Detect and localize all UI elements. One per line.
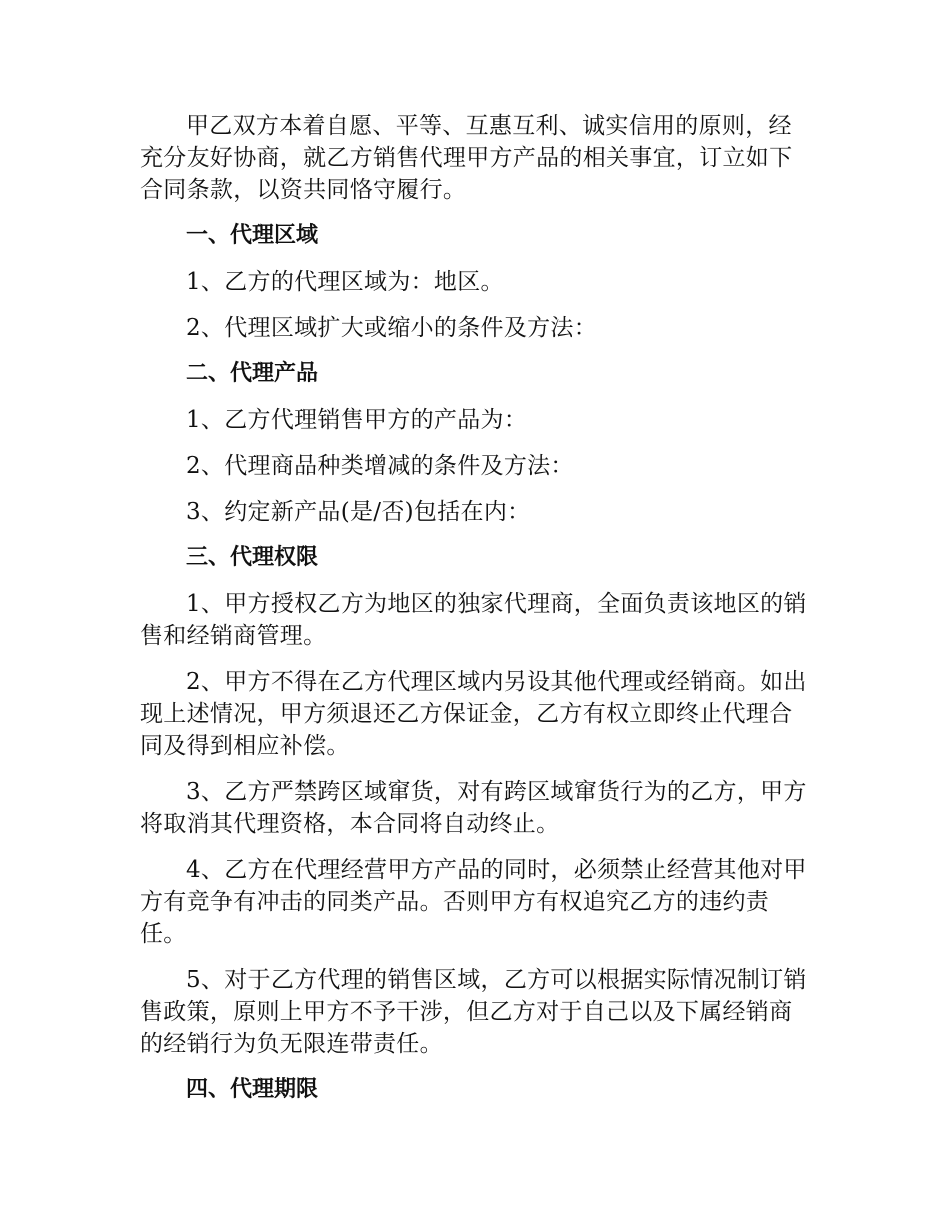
section-heading-products: 二、代理产品 (186, 361, 319, 386)
clause-paragraph: 1、乙方的代理区域为：地区。 (186, 269, 504, 295)
clause-paragraph: 5、对于乙方代理的销售区域，乙方可以根据实际情况制订销售政策，原则上甲方不予干涉，但乙方对于自己以及下属经销商的经销行为负无限连带责任。 (140, 967, 807, 1057)
document-page (140, 110, 815, 1120)
clause-paragraph: 2、代理区域扩大或缩小的条件及方法： (186, 315, 598, 341)
clause-paragraph: 1、乙方代理销售甲方的产品为： (186, 407, 528, 433)
section-heading-region: 一、代理区域 (186, 223, 319, 248)
clause-paragraph: 2、代理商品种类增减的条件及方法： (186, 453, 574, 479)
clause-paragraph: 1、甲方授权乙方为地区的独家代理商，全面负责该地区的销售和经销商管理。 (140, 591, 807, 649)
intro-paragraph: 甲乙双方本着自愿、平等、互惠互利、诚实信用的原则，经充分友好协商，就乙方销售代理甲方产品的相关事宜，订立如下合同条款，以资共同恪守履行。 (140, 113, 793, 203)
clause-paragraph: 2、甲方不得在乙方代理区域内另设其他代理或经销商。如出现上述情况，甲方须退还乙方保证金，乙方有权立即终止代理合同及得到相应补偿。 (140, 669, 807, 759)
section-heading-term: 四、代理期限 (186, 1077, 319, 1102)
clause-paragraph: 4、乙方在代理经营甲方产品的同时，必须禁止经营其他对甲方有竞争有冲击的同类产品。否则甲方有权追究乙方的违约责任。 (140, 857, 807, 947)
section-heading-authority: 三、代理权限 (186, 545, 319, 570)
clause-paragraph: 3、约定新产品(是/否)包括在内： (186, 499, 531, 525)
clause-paragraph: 3、乙方严禁跨区域窜货，对有跨区域窜货行为的乙方，甲方将取消其代理资格，本合同将自动终止。 (140, 779, 807, 837)
